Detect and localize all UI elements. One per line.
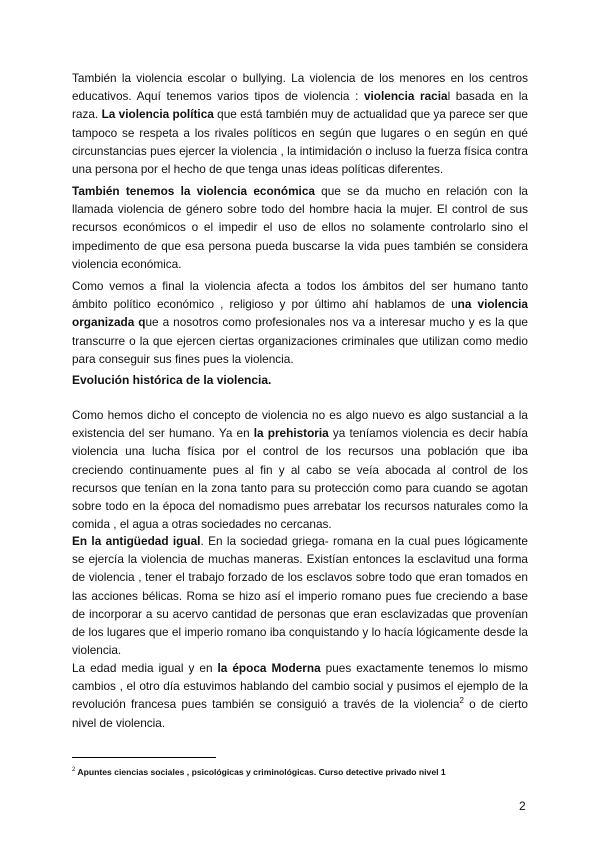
text-run: que se da mucho en relación con la llamada violencia de género sobre todo del hombre hacia la mujer. El control de sus recursos económicos o el impedir el uso de ellos no solamente controlarlo sino el impedimento de que esa persona pueda buscarse la vida pues también se considera violencia económica. [72, 184, 528, 271]
text-run: La edad media igual y en [72, 661, 218, 675]
text-run: l basada en la raza. [72, 89, 528, 122]
paragraph-2 [72, 182, 528, 273]
bold-text: na violencia organizada q [72, 297, 528, 330]
paragraph-3 [72, 277, 528, 368]
text-run: ue a nosotros como profesionales nos va a interesar mucho y es la que transcurre o la que ejercen ciertas organizaciones criminales que utilizan como medio para conseguir sus fines pues la violencia. [72, 315, 528, 366]
footnote [72, 764, 446, 778]
bold-text: La violencia política [101, 107, 214, 122]
footnote-text: Apuntes ciencias sociales , psicológicas y criminológicas. Curso detective privado nivel 1 [75, 766, 446, 777]
paragraph-4 [72, 406, 528, 533]
bold-text: violencia racia [363, 89, 448, 104]
text-run: pues exactamente tenemos lo mismo cambios , el otro día estuvimos hablando del cambio social y pusimos el ejemplo de la revolución francesa pues también se consiguió a través de la violencia [72, 661, 528, 712]
text-run: ya teníamos violencia es decir había violencia una lucha física por el control de los recursos una población que iba creciendo continuamente pues al fin y al cabo se veía abocada al control de los recursos que tenían en la zona tanto para su protección como para cuando se agotan sobre todo en la época del nomadismo pues arrebatar los recursos naturales como la comida , el agua a otras sociedades no cercanas. [72, 426, 528, 532]
text-run: También la violencia escolar o bullying. La violencia de los menores en los centros educativos. Aquí tenemos varios tipos de violencia : [72, 71, 528, 104]
bold-text: En la antigüedad igual [72, 534, 201, 548]
footnote-number: 2 [72, 767, 76, 773]
text-run: o de cierto nivel de violencia. [72, 697, 528, 730]
section-heading: Evolución histórica de la violencia. [72, 373, 272, 387]
footnote-separator [72, 757, 216, 758]
paragraph-1 [72, 69, 528, 178]
text-run: . En la sociedad griega- romana en la cual pues lógicamente se ejercía la violencia de muchas maneras. Existían entonces la esclavitud una forma de violencia , tener el trabajo forzado de los esclavos sobre todo que eran tomados en las acciones bélicas. Roma se hizo así el imperio romano pues fue creciendo a base de incorporar a su acervo cantidad de personas que eran esclavizadas que provenían de los lugares que el imperio romano iba conquistando y lo hacía lógicamente desde la violencia. [72, 534, 528, 658]
paragraph-5 [72, 532, 528, 659]
footnote-reference: 2 [459, 696, 464, 706]
text-run: Como hemos dicho el concepto de violencia no es algo nuevo es algo sustancial a la existencia del ser humano. Ya en [72, 408, 528, 441]
bold-text: la época Moderna [217, 661, 321, 675]
text-run: Como vemos a final la violencia afecta a todos los ámbitos del ser humano tanto ámbito político económico , religioso y por último ahí hablamos de u [72, 279, 528, 312]
text-run: que está también muy de actualidad que ya parece ser que tampoco se respeta a los rivales políticos en según que lugares o en según en qué circunstancias pues ejercer la violencia , la intimidación o incluso la fuerza física contra una persona por el hecho de que tenga unas ideas políticas diferentes. [72, 107, 528, 177]
bold-text: También tenemos la violencia económica [72, 184, 315, 198]
bold-text: la prehistoria [253, 426, 329, 441]
paragraph-6 [72, 659, 528, 732]
page-number: 2 [519, 799, 526, 813]
